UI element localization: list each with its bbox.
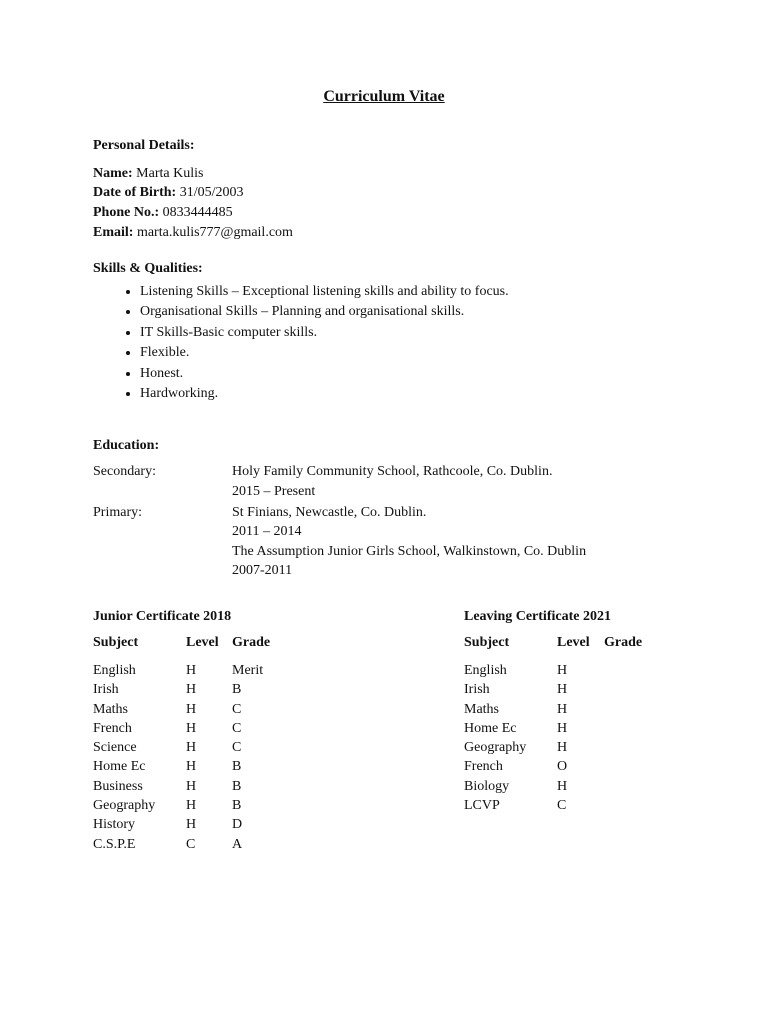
- dob-label: Date of Birth:: [93, 185, 177, 200]
- level-cell: H: [557, 778, 568, 794]
- email-value: marta.kulis777@gmail.com: [136, 225, 293, 240]
- table-row: [464, 700, 724, 719]
- secondary-years: 2015 – Present: [232, 484, 316, 499]
- grade-cell: C: [232, 701, 242, 717]
- subject-cell: Geography: [464, 740, 527, 756]
- leaving-col-subject: Subject: [464, 635, 510, 650]
- phone-value: 0833444485: [162, 205, 233, 220]
- table-row: [93, 661, 353, 680]
- dob-line: [93, 183, 243, 203]
- grade-cell: Merit: [232, 663, 264, 678]
- level-cell: H: [186, 663, 197, 678]
- subject-cell: Home Ec: [464, 720, 517, 736]
- subject-cell: English: [464, 663, 507, 678]
- primary-label: Primary:: [93, 505, 142, 520]
- name-line: [93, 164, 203, 184]
- level-cell: C: [186, 836, 196, 852]
- junior-cert-heading: Junior Certificate 2018: [93, 609, 232, 624]
- table-row: [93, 835, 353, 854]
- leaving-col-grade: Grade: [604, 635, 643, 650]
- name-label: Name:: [93, 166, 133, 181]
- phone-line: [93, 203, 233, 223]
- email-label: Email:: [93, 225, 134, 240]
- subject-cell: Science: [93, 740, 137, 756]
- junior-col-subject: Subject: [93, 635, 139, 650]
- subject-cell: Home Ec: [93, 759, 146, 775]
- level-cell: H: [557, 720, 568, 736]
- table-row: [464, 738, 724, 757]
- list-item: • Flexible.: [140, 343, 509, 363]
- subject-cell: French: [464, 759, 503, 775]
- list-item: • Hardworking.: [140, 384, 509, 404]
- table-row: [464, 661, 724, 680]
- junior-col-grade: Grade: [232, 635, 271, 650]
- dob-value: 31/05/2003: [179, 185, 244, 200]
- level-cell: H: [186, 817, 197, 833]
- document-title: Curriculum Vitae: [323, 88, 445, 105]
- table-row: [464, 719, 724, 738]
- education-heading: Education:: [93, 438, 160, 453]
- primary-school-2: The Assumption Junior Girls School, Walkinstown, Co. Dublin: [232, 544, 587, 559]
- level-cell: O: [557, 759, 568, 775]
- junior-cert-table: [93, 661, 353, 854]
- table-row: [464, 757, 724, 776]
- level-cell: H: [557, 701, 568, 717]
- leaving-cert-heading: Leaving Certificate 2021: [464, 609, 611, 624]
- secondary-label: Secondary:: [93, 464, 156, 479]
- subject-cell: LCVP: [464, 798, 500, 814]
- table-row: [93, 757, 353, 776]
- subject-cell: Irish: [93, 682, 119, 698]
- leaving-col-level: Level: [557, 635, 590, 650]
- primary-school-1: St Finians, Newcastle, Co. Dublin.: [232, 505, 427, 520]
- leaving-cert-table: [464, 661, 724, 815]
- level-cell: H: [186, 778, 197, 794]
- grade-cell: B: [232, 682, 242, 698]
- grade-cell: B: [232, 778, 242, 794]
- table-row: [93, 777, 353, 796]
- list-item: • Honest.: [140, 364, 509, 384]
- table-row: [93, 815, 353, 834]
- level-cell: H: [557, 740, 568, 756]
- table-row: [93, 700, 353, 719]
- grade-cell: D: [232, 817, 243, 833]
- subject-cell: Maths: [93, 701, 128, 717]
- subject-cell: French: [93, 720, 132, 736]
- subject-cell: Biology: [464, 778, 510, 794]
- email-line: [93, 223, 293, 243]
- personal-details-heading: Personal Details:: [93, 138, 195, 153]
- level-cell: H: [186, 759, 197, 775]
- skills-list: [113, 282, 509, 404]
- level-cell: H: [186, 740, 197, 756]
- table-row: [93, 738, 353, 757]
- junior-col-level: Level: [186, 635, 219, 650]
- level-cell: C: [557, 798, 567, 814]
- subject-cell: English: [93, 663, 136, 678]
- list-item: • Listening Skills – Exceptional listening skills and ability to focus.: [140, 282, 509, 302]
- phone-label: Phone No.:: [93, 205, 160, 220]
- grade-cell: B: [232, 759, 242, 775]
- grade-cell: A: [232, 836, 243, 852]
- grade-cell: B: [232, 798, 242, 814]
- list-item: • IT Skills-Basic computer skills.: [140, 323, 509, 343]
- list-item: • Organisational Skills – Planning and organisational skills.: [140, 302, 509, 322]
- level-cell: H: [186, 701, 197, 717]
- table-row: [464, 796, 724, 815]
- subject-cell: Business: [93, 778, 143, 794]
- level-cell: H: [186, 682, 197, 698]
- level-cell: H: [186, 798, 197, 814]
- level-cell: H: [557, 682, 568, 698]
- table-row: [464, 777, 724, 796]
- secondary-school: Holy Family Community School, Rathcoole, Co. Dublin.: [232, 464, 553, 479]
- level-cell: H: [186, 720, 197, 736]
- level-cell: H: [557, 663, 568, 678]
- table-row: [93, 719, 353, 738]
- subject-cell: Geography: [93, 798, 156, 814]
- subject-cell: History: [93, 817, 135, 833]
- name-value: Marta Kulis: [136, 166, 204, 181]
- primary-years-2: 2007-2011: [232, 563, 293, 578]
- table-row: [464, 680, 724, 699]
- table-row: [93, 796, 353, 815]
- grade-cell: C: [232, 740, 242, 756]
- skills-heading: Skills & Qualities:: [93, 261, 203, 276]
- primary-years-1: 2011 – 2014: [232, 524, 302, 539]
- grade-cell: C: [232, 720, 242, 736]
- subject-cell: C.S.P.E: [93, 836, 136, 852]
- subject-cell: Irish: [464, 682, 490, 698]
- subject-cell: Maths: [464, 701, 499, 717]
- table-row: [93, 680, 353, 699]
